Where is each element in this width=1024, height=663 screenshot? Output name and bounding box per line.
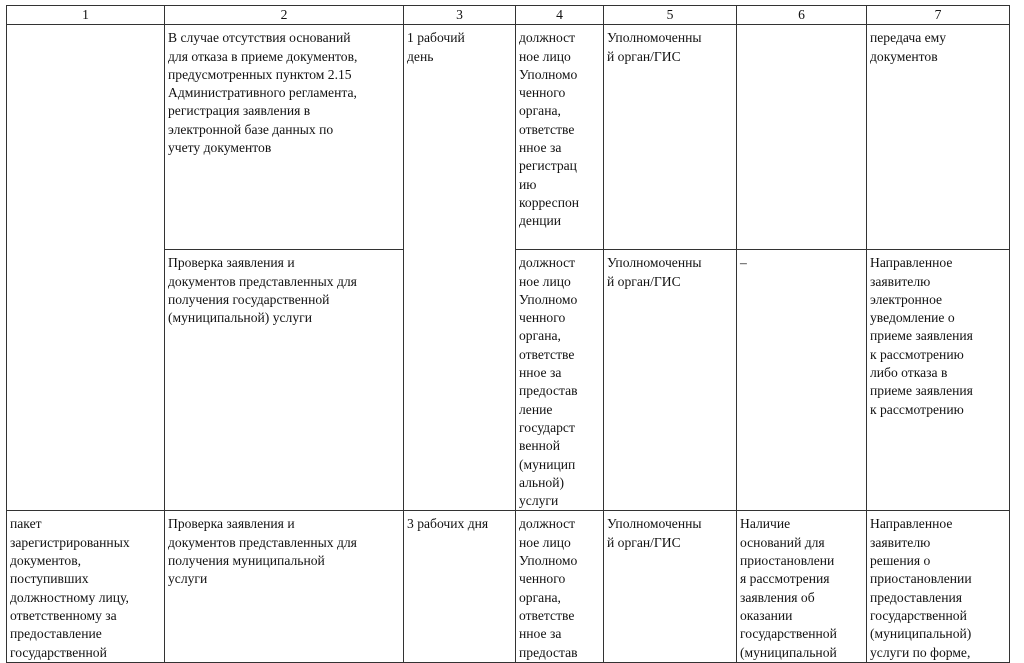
result-cell: Направленное заявителю электронное уведомление о приеме заявления к рассмотрению либо отказа в приеме заявления к рассмотрению [867,250,1010,511]
input-document-cell: пакет зарегистрированных документов, поступивших должностному лицу, ответственному за предоставление государственной [7,511,165,662]
place-cell: Уполномоченны й орган/ГИС [604,250,737,511]
responsible-official-cell: должност ное лицо Уполномо ченного органа, ответстве нное за предостав [516,511,604,662]
result-cell: Направленное заявителю решения о приостановлении предоставления государственной (муниципальной) услуги по форме, [867,511,1010,662]
deadline-cell: 3 рабочих дня [404,511,516,662]
result-cell: передача ему документов [867,25,1010,250]
regulation-table [6,5,1010,663]
table-row [7,511,1010,662]
place-cell: Уполномоченны й орган/ГИС [604,25,737,250]
procedure-cell: Проверка заявления и документов представленных для получения муниципальной услуги [165,511,404,662]
input-document-cell [7,25,165,511]
column-number: 7 [867,6,1010,25]
column-number: 2 [165,6,404,25]
place-cell: Уполномоченны й орган/ГИС [604,511,737,662]
column-number: 6 [737,6,867,25]
header-row [7,6,1010,25]
column-number: 1 [7,6,165,25]
column-number: 4 [516,6,604,25]
deadline-cell: 1 рабочий день [404,25,516,511]
column-number: 5 [604,6,737,25]
responsible-official-cell: должност ное лицо Уполномо ченного органа, ответстве нное за предостав ление государст венной (муницип альной) услуги [516,250,604,511]
procedure-cell: В случае отсутствия оснований для отказа в приеме документов, предусмотренных пунктом 2.15 Административного регламента, регистрация заявления в электронной базе данных по учету документов [165,25,404,250]
procedure-cell: Проверка заявления и документов представленных для получения государственной (муниципальной) услуги [165,250,404,511]
responsible-official-cell: должност ное лицо Уполномо ченного органа, ответстве нное за регистрац ию корреспон денции [516,25,604,250]
criteria-cell: – [737,250,867,511]
criteria-cell [737,25,867,250]
table-row [7,25,1010,250]
column-number: 3 [404,6,516,25]
criteria-cell: Наличие оснований для приостановлени я рассмотрения заявления об оказании государственной (муниципальной [737,511,867,662]
